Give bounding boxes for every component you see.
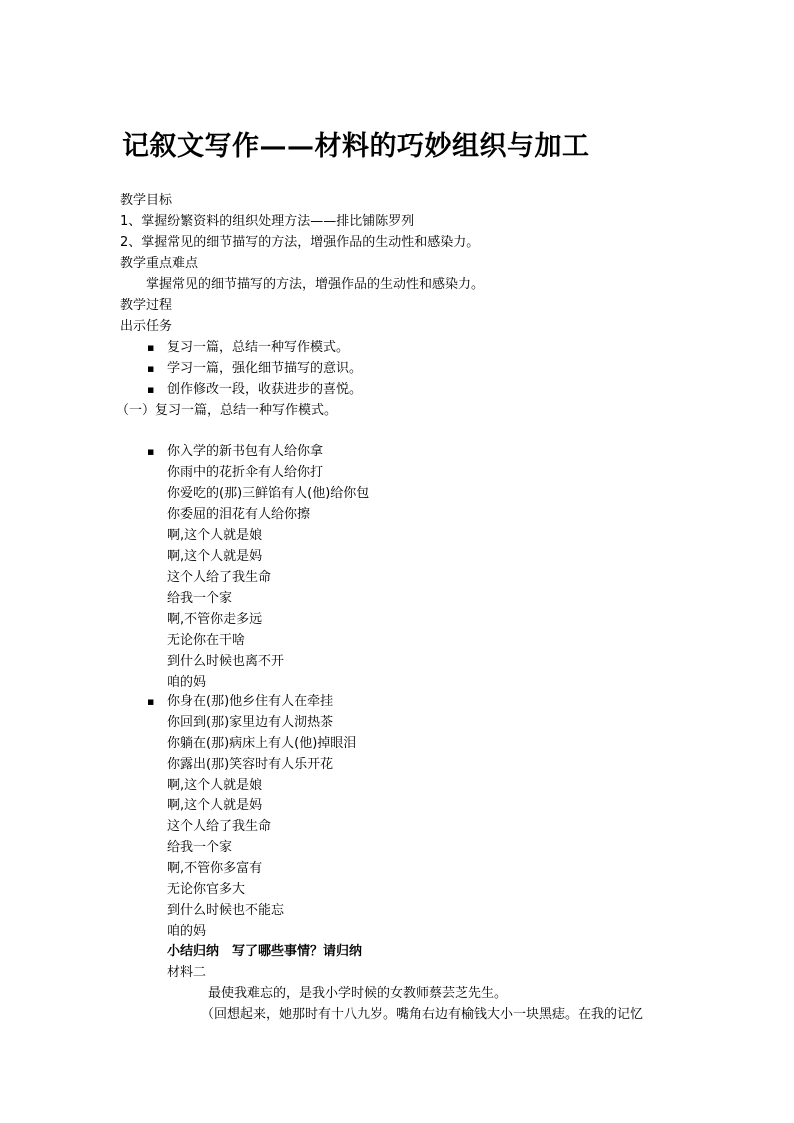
poem-line-text: 你入学的新书包有人给你拿 xyxy=(167,444,324,459)
key-points-text: 掌握常见的细节描写的方法，增强作品的生动性和感染力。 xyxy=(146,277,485,292)
bullet-icon: ▪ xyxy=(147,362,155,375)
objectives-heading: 教学目标 xyxy=(120,193,173,208)
poem-line: 啊,不管你走多远 xyxy=(167,612,263,627)
poem-line: 这个人给了我生命 xyxy=(167,570,272,585)
objective-item: 2、掌握常见的细节描写的方法，增强作品的生动性和感染力。 xyxy=(120,235,480,250)
poem-line xyxy=(147,443,323,461)
poem-line: 你露出(那)笑容时有人乐开花 xyxy=(167,757,334,772)
summary-prompt: 小结归纳 写了哪些事情？请归纳 xyxy=(167,944,363,959)
poem-line xyxy=(147,693,333,711)
bullet-icon: ▪ xyxy=(147,695,155,708)
poem-line: 到什么时候也离不开 xyxy=(167,654,285,669)
bullet-icon: ▪ xyxy=(147,445,155,458)
task-text: 复习一篇，总结一种写作模式。 xyxy=(167,340,350,355)
task-list-item xyxy=(147,360,362,378)
bullet-icon: ▪ xyxy=(147,341,155,354)
poem-line: 给我一个家 xyxy=(167,591,233,606)
page-title: 记叙文写作——材料的巧妙组织与加工 xyxy=(122,131,590,162)
poem-line: 到什么时候也不能忘 xyxy=(167,903,285,918)
key-points-heading: 教学重点难点 xyxy=(120,256,199,271)
poem-line: 啊,这个人就是娘 xyxy=(167,778,263,793)
poem-line: 无论你官多大 xyxy=(167,882,246,897)
poem-line: 啊,这个人就是妈 xyxy=(167,549,263,564)
material2-paragraph: （回想起来，她那时有十八九岁。嘴角右边有榆钱大小一块黑痣。在我的记忆 xyxy=(201,1007,644,1022)
poem-line: 你委屈的泪花有人给你擦 xyxy=(167,507,311,522)
bullet-icon: ▪ xyxy=(147,383,155,396)
poem-line: 你躺在(那)病床上有人(他)掉眼泪 xyxy=(167,736,357,751)
poem-line: 啊,这个人就是妈 xyxy=(167,798,263,813)
material2-label: 材料二 xyxy=(167,965,207,980)
section1-heading: （一）复习一篇，总结一种写作模式。 xyxy=(116,403,338,418)
task-list-item xyxy=(147,381,362,399)
poem-line: 啊,这个人就是娘 xyxy=(167,528,263,543)
tasks-heading: 出示任务 xyxy=(120,319,173,334)
poem-line: 你回到(那)家里边有人沏热茶 xyxy=(167,715,334,730)
poem-line: 你雨中的花折伞有人给你打 xyxy=(167,465,324,480)
task-text: 学习一篇，强化细节描写的意识。 xyxy=(167,361,363,376)
poem-line: 你爱吃的(那)三鲜馅有人(他)给你包 xyxy=(167,486,370,501)
poem-line: 咱的妈 xyxy=(167,924,207,939)
process-heading: 教学过程 xyxy=(120,298,173,313)
poem-line: 给我一个家 xyxy=(167,840,233,855)
task-text: 创作修改一段，收获进步的喜悦。 xyxy=(167,382,363,397)
material2-paragraph: 最使我难忘的，是我小学时候的女教师蔡芸芝先生。 xyxy=(208,986,508,1001)
poem-line: 啊,不管你多富有 xyxy=(167,861,263,876)
poem-line-text: 你身在(那)他乡住有人在牵挂 xyxy=(167,694,334,709)
task-list-item xyxy=(147,339,349,357)
poem-line: 咱的妈 xyxy=(167,675,207,690)
poem-line: 这个人给了我生命 xyxy=(167,819,272,834)
poem-line: 无论你在干啥 xyxy=(167,633,246,648)
objective-item: 1、掌握纷繁资料的组织处理方法——排比铺陈罗列 xyxy=(120,214,415,229)
